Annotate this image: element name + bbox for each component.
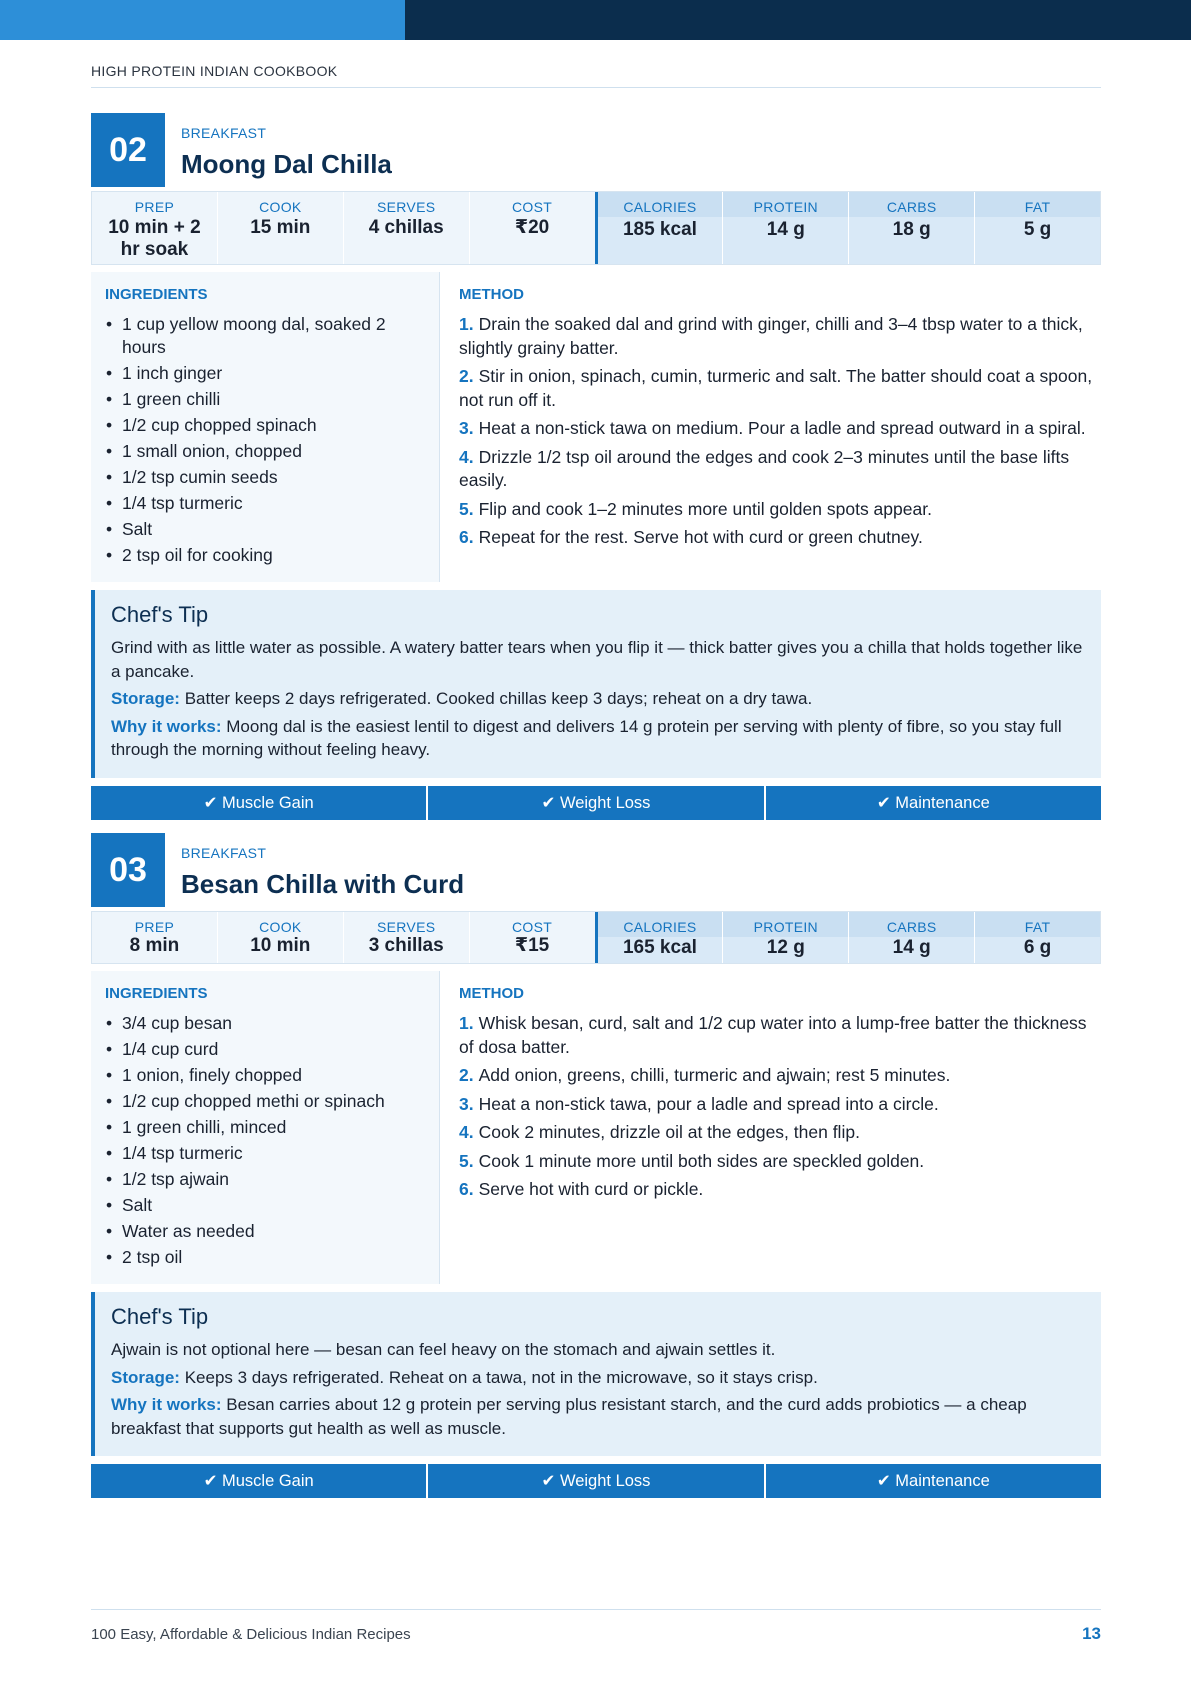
why-label: Why it works:	[111, 1395, 222, 1414]
stat-label: FAT	[975, 912, 1100, 937]
stat-serves	[343, 192, 469, 264]
ingredient-item: • 3/4 cup besan	[105, 1012, 425, 1035]
method-step	[459, 1150, 1093, 1174]
stat-label: FAT	[975, 192, 1100, 217]
running-head: HIGH PROTEIN INDIAN COOKBOOK	[91, 63, 338, 79]
stat-label: COOK	[259, 199, 302, 215]
method-step	[459, 1064, 1093, 1088]
stat-cook	[217, 912, 343, 963]
step-number: 4.	[459, 1122, 474, 1142]
stat-label: COST	[512, 919, 553, 935]
method-step	[459, 1093, 1093, 1117]
stat-value: 165 kcal	[622, 937, 697, 958]
tip-storage	[111, 687, 1087, 711]
why-text: Moong dal is the easiest lentil to digest and delivers 14 g protein per serving with plenty of fibre, so you stay full through the morning without feeling heavy.	[111, 716, 1062, 759]
method-panel	[440, 971, 1101, 1284]
stat-fat	[974, 192, 1100, 264]
step-number: 2.	[459, 1065, 474, 1085]
stat-label: CALORIES	[598, 912, 723, 937]
tip-storage	[111, 1366, 1087, 1390]
ingredient-item: • 1/2 cup chopped methi or spinach	[105, 1090, 425, 1113]
tag-weight-loss: ✔ Weight Loss	[428, 1464, 763, 1498]
step-number: 3.	[459, 1093, 474, 1114]
recipe-stats	[91, 911, 1101, 964]
stat-label: CARBS	[849, 912, 974, 937]
ingredient-item: • 2 tsp oil	[105, 1246, 425, 1269]
storage-label: Storage:	[111, 1367, 180, 1387]
stat-value: 14 g	[892, 937, 931, 958]
stat-serves	[343, 912, 469, 963]
ingredient-item: • 1 cup yellow moong dal, soaked 2 hours	[105, 313, 425, 359]
recipe-number: 03	[91, 833, 165, 907]
stat-value: 12 g	[766, 937, 805, 958]
header-divider	[91, 87, 1101, 88]
tip-heading: Chef's Tip	[111, 1304, 209, 1329]
stat-value: 5 g	[1023, 219, 1052, 240]
ingredients-list	[105, 1012, 425, 1269]
stat-value: 6 g	[1023, 937, 1052, 958]
tag-maintenance: ✔ Maintenance	[766, 786, 1101, 820]
why-label: Why it works:	[111, 716, 222, 736]
stat-value: ₹15	[514, 935, 550, 956]
step-text: Drizzle 1/2 tsp oil around the edges and cook 2–3 minutes until the base lifts easily.	[459, 446, 1070, 490]
stat-calories	[595, 192, 723, 264]
tag-muscle-gain: ✔ Muscle Gain	[91, 786, 426, 820]
step-text: Add onion, greens, chilli, turmeric and ajwain; rest 5 minutes.	[478, 1065, 951, 1085]
storage-text: Keeps 3 days refrigerated. Reheat on a tawa, not in the microwave, so it stays crisp.	[184, 1367, 818, 1387]
recipe-card	[91, 113, 1101, 820]
recipe-body	[91, 272, 1101, 582]
stat-protein	[722, 192, 848, 264]
stat-calories	[595, 912, 723, 963]
method-step	[459, 365, 1093, 412]
ingredient-item: • Water as needed	[105, 1220, 425, 1243]
step-number: 4.	[459, 446, 474, 467]
stat-label: CARBS	[849, 192, 974, 217]
method-step	[459, 313, 1093, 360]
stat-label: PREP	[134, 919, 175, 935]
ingredient-item: • 1/2 tsp cumin seeds	[105, 466, 425, 489]
stat-label: PROTEIN	[723, 192, 848, 217]
goal-tags	[91, 1464, 1101, 1498]
step-text: Flip and cook 1–2 minutes more until golden spots appear.	[478, 498, 932, 519]
method-step	[459, 526, 1093, 550]
ingredient-item: • 1 small onion, chopped	[105, 440, 425, 463]
stat-value: 8 min	[129, 935, 180, 956]
step-text: Cook 1 minute more until both sides are speckled golden.	[478, 1150, 925, 1171]
step-text: Heat a non-stick tawa on medium. Pour a ladle and spread outward in a spiral.	[478, 418, 1086, 438]
stat-cost	[469, 912, 595, 963]
step-number: 6.	[459, 527, 474, 547]
ingredient-item: • 1/2 cup chopped spinach	[105, 414, 425, 437]
tag-muscle-gain: ✔ Muscle Gain	[91, 1464, 426, 1498]
ingredient-item: • 1 inch ginger	[105, 362, 425, 385]
stat-value: 10 min + 2 hr soak	[108, 217, 201, 260]
method-step	[459, 1178, 1093, 1202]
ingredient-item: • 2 tsp oil for cooking	[105, 544, 425, 567]
chefs-tip	[91, 590, 1101, 778]
step-text: Cook 2 minutes, drizzle oil at the edges, then flip.	[478, 1122, 860, 1142]
tip-text: Ajwain is not optional here — besan can feel heavy on the stomach and ajwain settles it.	[111, 1340, 776, 1359]
recipe-stats	[91, 191, 1101, 265]
stat-label: CALORIES	[598, 192, 723, 217]
step-number: 6.	[459, 1179, 474, 1199]
recipe-category: BREAKFAST	[181, 125, 267, 141]
ingredient-item: • 1 green chilli	[105, 388, 425, 411]
ingredients-panel	[91, 971, 440, 1284]
step-text: Heat a non-stick tawa, pour a ladle and spread into a circle.	[478, 1093, 939, 1114]
step-number: 1.	[459, 314, 474, 334]
recipe-title-block	[91, 113, 1101, 187]
method-step	[459, 1012, 1093, 1059]
stat-label: PROTEIN	[723, 912, 848, 937]
footer-divider	[91, 1609, 1101, 1610]
method-step	[459, 417, 1093, 441]
ingredient-item: • 1/2 tsp ajwain	[105, 1168, 425, 1191]
stat-prep	[92, 192, 217, 264]
stat-label: COOK	[259, 919, 302, 935]
step-text: Repeat for the rest. Serve hot with curd or green chutney.	[478, 527, 923, 547]
stat-carbs	[848, 192, 974, 264]
step-text: Stir in onion, spinach, cumin, turmeric and salt. The batter should coat a spoon, not run off it.	[459, 366, 1093, 410]
tip-why	[111, 1393, 1087, 1440]
storage-label: Storage:	[111, 689, 180, 708]
stat-value: 15 min	[250, 217, 311, 238]
step-number: 5.	[459, 1150, 474, 1171]
step-text: Whisk besan, curd, salt and 1/2 cup water into a lump-free batter the thickness of dosa batter.	[459, 1013, 1087, 1057]
why-text: Besan carries about 12 g protein per serving plus resistant starch, and the curd adds probiotics — a cheap breakfast that supports gut health as well as muscle.	[111, 1395, 1027, 1438]
method-steps	[459, 1012, 1093, 1202]
method-steps	[459, 313, 1093, 550]
step-number: 5.	[459, 498, 474, 519]
recipe-number: 02	[91, 113, 165, 187]
ingredient-item: • 1 green chilli, minced	[105, 1116, 425, 1139]
method-heading: METHOD	[459, 985, 524, 1002]
method-step	[459, 446, 1093, 493]
stat-value: 3 chillas	[368, 935, 444, 956]
recipe-title: Besan Chilla with Curd	[181, 869, 465, 899]
ingredients-heading: INGREDIENTS	[105, 985, 208, 1002]
method-step	[459, 498, 1093, 522]
page-number: 13	[1082, 1624, 1101, 1643]
stat-label: SERVES	[377, 919, 436, 935]
recipe-body	[91, 971, 1101, 1284]
method-panel	[440, 272, 1101, 582]
ingredients-panel	[91, 272, 440, 582]
stat-value: 10 min	[250, 935, 311, 956]
stat-fat	[974, 912, 1100, 963]
stat-carbs	[848, 912, 974, 963]
stat-cook	[217, 192, 343, 264]
stat-value: 185 kcal	[622, 219, 697, 240]
top-banner	[0, 0, 1191, 40]
ingredient-item: • Salt	[105, 1194, 425, 1217]
method-heading: METHOD	[459, 286, 524, 303]
chefs-tip	[91, 1292, 1101, 1456]
stat-value: ₹20	[514, 217, 550, 238]
recipe-card	[91, 833, 1101, 1498]
stat-value: 4 chillas	[368, 217, 444, 238]
tag-weight-loss: ✔ Weight Loss	[428, 786, 763, 820]
ingredients-list	[105, 313, 425, 567]
stat-label: COST	[512, 199, 553, 215]
recipe-title-block	[91, 833, 1101, 907]
step-text: Serve hot with curd or pickle.	[478, 1179, 704, 1199]
step-number: 1.	[459, 1013, 474, 1033]
recipe-title: Moong Dal Chilla	[181, 149, 392, 179]
storage-text: Batter keeps 2 days refrigerated. Cooked chillas keep 3 days; reheat on a dry tawa.	[184, 689, 813, 708]
tag-maintenance: ✔ Maintenance	[766, 1464, 1101, 1498]
stat-value: 18 g	[892, 219, 931, 240]
step-number: 2.	[459, 366, 474, 386]
ingredient-item: • 1/4 tsp turmeric	[105, 1142, 425, 1165]
stat-label: SERVES	[377, 199, 436, 215]
footer-book-title: 100 Easy, Affordable & Delicious Indian Recipes	[91, 1626, 411, 1643]
stat-prep	[92, 912, 217, 963]
ingredients-heading: INGREDIENTS	[105, 286, 208, 303]
method-step	[459, 1121, 1093, 1145]
stat-protein	[722, 912, 848, 963]
ingredient-item: • Salt	[105, 518, 425, 541]
ingredient-item: • 1/4 cup curd	[105, 1038, 425, 1061]
ingredient-item: • 1/4 tsp turmeric	[105, 492, 425, 515]
top-banner-accent	[0, 0, 405, 40]
step-number: 3.	[459, 418, 474, 438]
recipe-category: BREAKFAST	[181, 845, 267, 861]
tip-why	[111, 715, 1087, 762]
tip-text: Grind with as little water as possible. A watery batter tears when you flip it — thick batter gives you a chilla that holds together like a pancake.	[111, 638, 1083, 681]
ingredient-item: • 1 onion, finely chopped	[105, 1064, 425, 1087]
step-text: Drain the soaked dal and grind with ginger, chilli and 3–4 tbsp water to a thick, slightly grainy batter.	[459, 314, 1083, 358]
stat-label: PREP	[134, 199, 175, 215]
stat-value: 14 g	[766, 219, 805, 240]
goal-tags	[91, 786, 1101, 820]
stat-cost	[469, 192, 595, 264]
tip-heading: Chef's Tip	[111, 602, 209, 627]
